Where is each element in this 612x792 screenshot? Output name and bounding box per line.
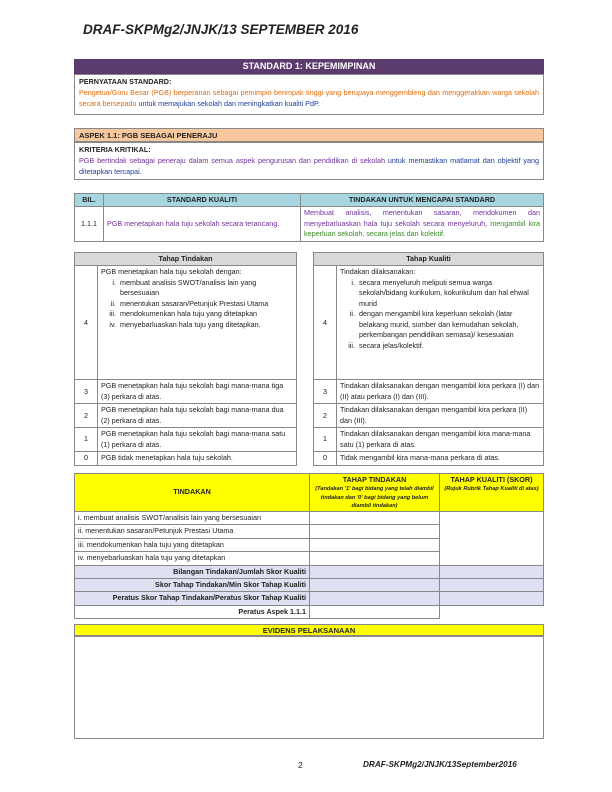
tindakan-level-0-text: PGB tidak menetapkan hala tuju sekolah. [98, 452, 297, 465]
col-tindakan-standard: TINDAKAN UNTUK MENCAPAI STANDARD [301, 194, 544, 207]
tahap-tindakan-rubric [74, 252, 297, 466]
col-tahap-kualiti [440, 474, 544, 512]
summary-peratus-aspek: Peratus Aspek 1.1.1 [75, 605, 310, 618]
kualiti-level-2-text: Tindakan dilaksanakan dengan mengambil kira perkara (II) dan (III). [337, 404, 544, 428]
footer-tag: DRAF-SKPMg2/JNJK/13September2016 [363, 760, 517, 769]
statement-part2: untuk memajukan sekolah dan meningkatkan kualiti PdP. [138, 99, 320, 109]
scoring-item-1: i. membuat analisis SWOT/analisis lain yang bersesuaian [75, 511, 310, 524]
criteria-part1: PGB bertindak sebagai peneraju dalam semua aspek pengurusan dan pendidikan di sekolah [79, 156, 385, 166]
quality-standard-table [74, 193, 544, 242]
statement-text [79, 87, 539, 109]
summary-bilangan-kualiti-value[interactable] [440, 565, 544, 578]
standard-title: STANDARD 1: KEPEMIMPINAN [74, 59, 544, 74]
summary-skor: Skor Tahap Tindakan/Min Skor Tahap Kualiti [75, 578, 310, 591]
kualiti-level-1-text: Tindakan dilaksanakan dengan mengambil kira mana-mana satu (1) perkara di atas. [337, 428, 544, 452]
standard-action-part1: Membuat analisis, menentukan sasaran, mendokumen dan menyebarluaskan hala tuju sekolah secara menyeluruh, [304, 208, 540, 228]
tahap-tindakan-input-3[interactable] [310, 538, 440, 551]
summary-peratus-kualiti-value[interactable] [440, 592, 544, 605]
col-tahap-tindakan [310, 474, 440, 512]
kualiti-level-4-intro: Tindakan dilaksanakan: [340, 267, 416, 277]
kualiti-level-4-text [337, 266, 544, 380]
tahap-tindakan-input-1[interactable] [310, 511, 440, 524]
tahap-kualiti-input[interactable] [440, 511, 544, 565]
page-number: 2 [298, 760, 303, 770]
summary-peratus-skor: Peratus Skor Tahap Tindakan/Peratus Skor Tahap Kualiti [75, 592, 310, 605]
col-tahap-kualiti-title: TAHAP KUALITI (SKOR) [450, 475, 533, 484]
criteria-text [79, 155, 539, 177]
scoring-table [74, 473, 544, 619]
standard-action [301, 207, 544, 242]
document-header-title: DRAF-SKPMg2/JNJK/13 SEPTEMBER 2016 [83, 22, 359, 37]
col-bil: BIL. [75, 194, 104, 207]
tindakan-level-2-text: PGB menetapkan hala tuju sekolah bagi mana-mana dua (2) perkara di atas. [98, 404, 297, 428]
criteria-box [74, 142, 544, 180]
tindakan-level-4-text [98, 266, 297, 380]
statement-part1: Pengetua/Guru Besar (PGB) berperanan sebagai pemimpin berimpak tinggi yang berupaya menggembleng dan menggerakkan warga sekolah secara bersepadu [79, 88, 539, 109]
standard-number: 1.1.1 [75, 207, 104, 242]
list-item: iii. secara jelas/kolektif. [357, 341, 540, 351]
tahap-kualiti-rubric [313, 252, 544, 466]
kualiti-level-3: 3 [314, 380, 337, 404]
summary-bilangan-tindakan-value[interactable] [310, 565, 440, 578]
kualiti-level-4-list [340, 278, 540, 351]
scoring-item-2: ii. menentukan sasaran/Petunjuk Prestasi Utama [75, 525, 310, 538]
standard-text: PGB menetapkan hala tuju sekolah secara terancang. [104, 207, 301, 242]
col-standard-kualiti: STANDARD KUALITI [104, 194, 301, 207]
scoring-item-4: iv. menyebarluaskan hala tuju yang ditetapkan [75, 552, 310, 565]
evidens-title: EVIDENS PELAKSANAAN [74, 624, 544, 636]
tindakan-level-2: 2 [75, 404, 98, 428]
list-item: ii. dengan mengambil kira keperluan sekolah (latar belakang murid, sumber dan kemudahan sekolah, perkembangan pendidikan semasa)/ kesesuaian [357, 309, 540, 340]
standard-action-part2: mengambil kira keperluan sekolah, secara jelas dan kolektif. [304, 218, 541, 239]
tahap-tindakan-input-4[interactable] [310, 552, 440, 565]
tindakan-level-0: 0 [75, 452, 98, 465]
standard-statement-box [74, 74, 544, 115]
summary-skor-tindakan-value[interactable] [310, 578, 440, 591]
kualiti-level-0-text: Tidak mengambil kira mana-mana perkara di atas. [337, 452, 544, 465]
col-tindakan: TINDAKAN [75, 474, 310, 512]
tindakan-level-4-list [101, 278, 293, 330]
list-item: iii. mendokumenkan hala tuju yang ditetapkan [118, 309, 293, 319]
kualiti-level-2: 2 [314, 404, 337, 428]
kualiti-level-1: 1 [314, 428, 337, 452]
list-item: i. membuat analisis SWOT/analisis lain yang bersesuaian [118, 278, 293, 299]
tahap-tindakan-input-2[interactable] [310, 525, 440, 538]
summary-peratus-tindakan-value[interactable] [310, 592, 440, 605]
tahap-kualiti-header: Tahap Kualiti [314, 253, 544, 266]
criteria-part2: untuk memastikan matlamat dan objektif yang ditetapkan tercapai. [79, 156, 539, 177]
aspek-title: ASPEK 1.1: PGB SEBAGAI PENERAJU [74, 128, 544, 142]
list-item: iv. menyebarluaskan hala tuju yang ditetapkan. [118, 320, 293, 330]
tindakan-level-4-intro: PGB menetapkan hala tuju sekolah dengan: [101, 267, 242, 277]
statement-label: PERNYATAAN STANDARD: [79, 77, 172, 86]
criteria-label: KRITERIA KRITIKAL: [79, 145, 151, 154]
tindakan-level-1-text: PGB menetapkan hala tuju sekolah bagi mana-mana satu (1) perkara di atas. [98, 428, 297, 452]
summary-peratus-aspek-value[interactable] [310, 605, 440, 618]
tahap-tindakan-header: Tahap Tindakan [75, 253, 297, 266]
tindakan-level-1: 1 [75, 428, 98, 452]
col-tahap-tindakan-title: TAHAP TINDAKAN [342, 475, 407, 484]
col-tahap-tindakan-note: (Tandakan '1' bagi bidang yang telah diambil tindakan dan '0' bagi bidang yang belum diambil tindakan) [315, 486, 434, 509]
summary-bilangan: Bilangan Tindakan/Jumlah Skor Kualiti [75, 565, 310, 578]
list-item: ii. menentukan sasaran/Petunjuk Prestasi Utama [118, 299, 293, 309]
col-tahap-kualiti-note: (Rujuk Rubrik Tahap Kualiti di atas) [444, 486, 539, 493]
summary-empty-cell [440, 605, 544, 618]
summary-skor-kualiti-value[interactable] [440, 578, 544, 591]
kualiti-level-4: 4 [314, 266, 337, 380]
kualiti-level-0: 0 [314, 452, 337, 465]
scoring-item-3: iii. mendokumenkan hala tuju yang ditetapkan [75, 538, 310, 551]
tindakan-level-3-text: PGB menetapkan hala tuju sekolah bagi mana-mana tiga (3) perkara di atas. [98, 380, 297, 404]
evidens-input-area[interactable] [74, 636, 544, 739]
tindakan-level-4: 4 [75, 266, 98, 380]
list-item: i. secara menyeluruh meliputi semua warga sekolah/bidang kurikulum, kokurikulum dan hal ehwal murid [357, 278, 540, 309]
kualiti-level-3-text: Tindakan dilaksanakan dengan mengambil kira perkara (I) dan (II) atau perkara (I) dan (III). [337, 380, 544, 404]
tindakan-level-3: 3 [75, 380, 98, 404]
